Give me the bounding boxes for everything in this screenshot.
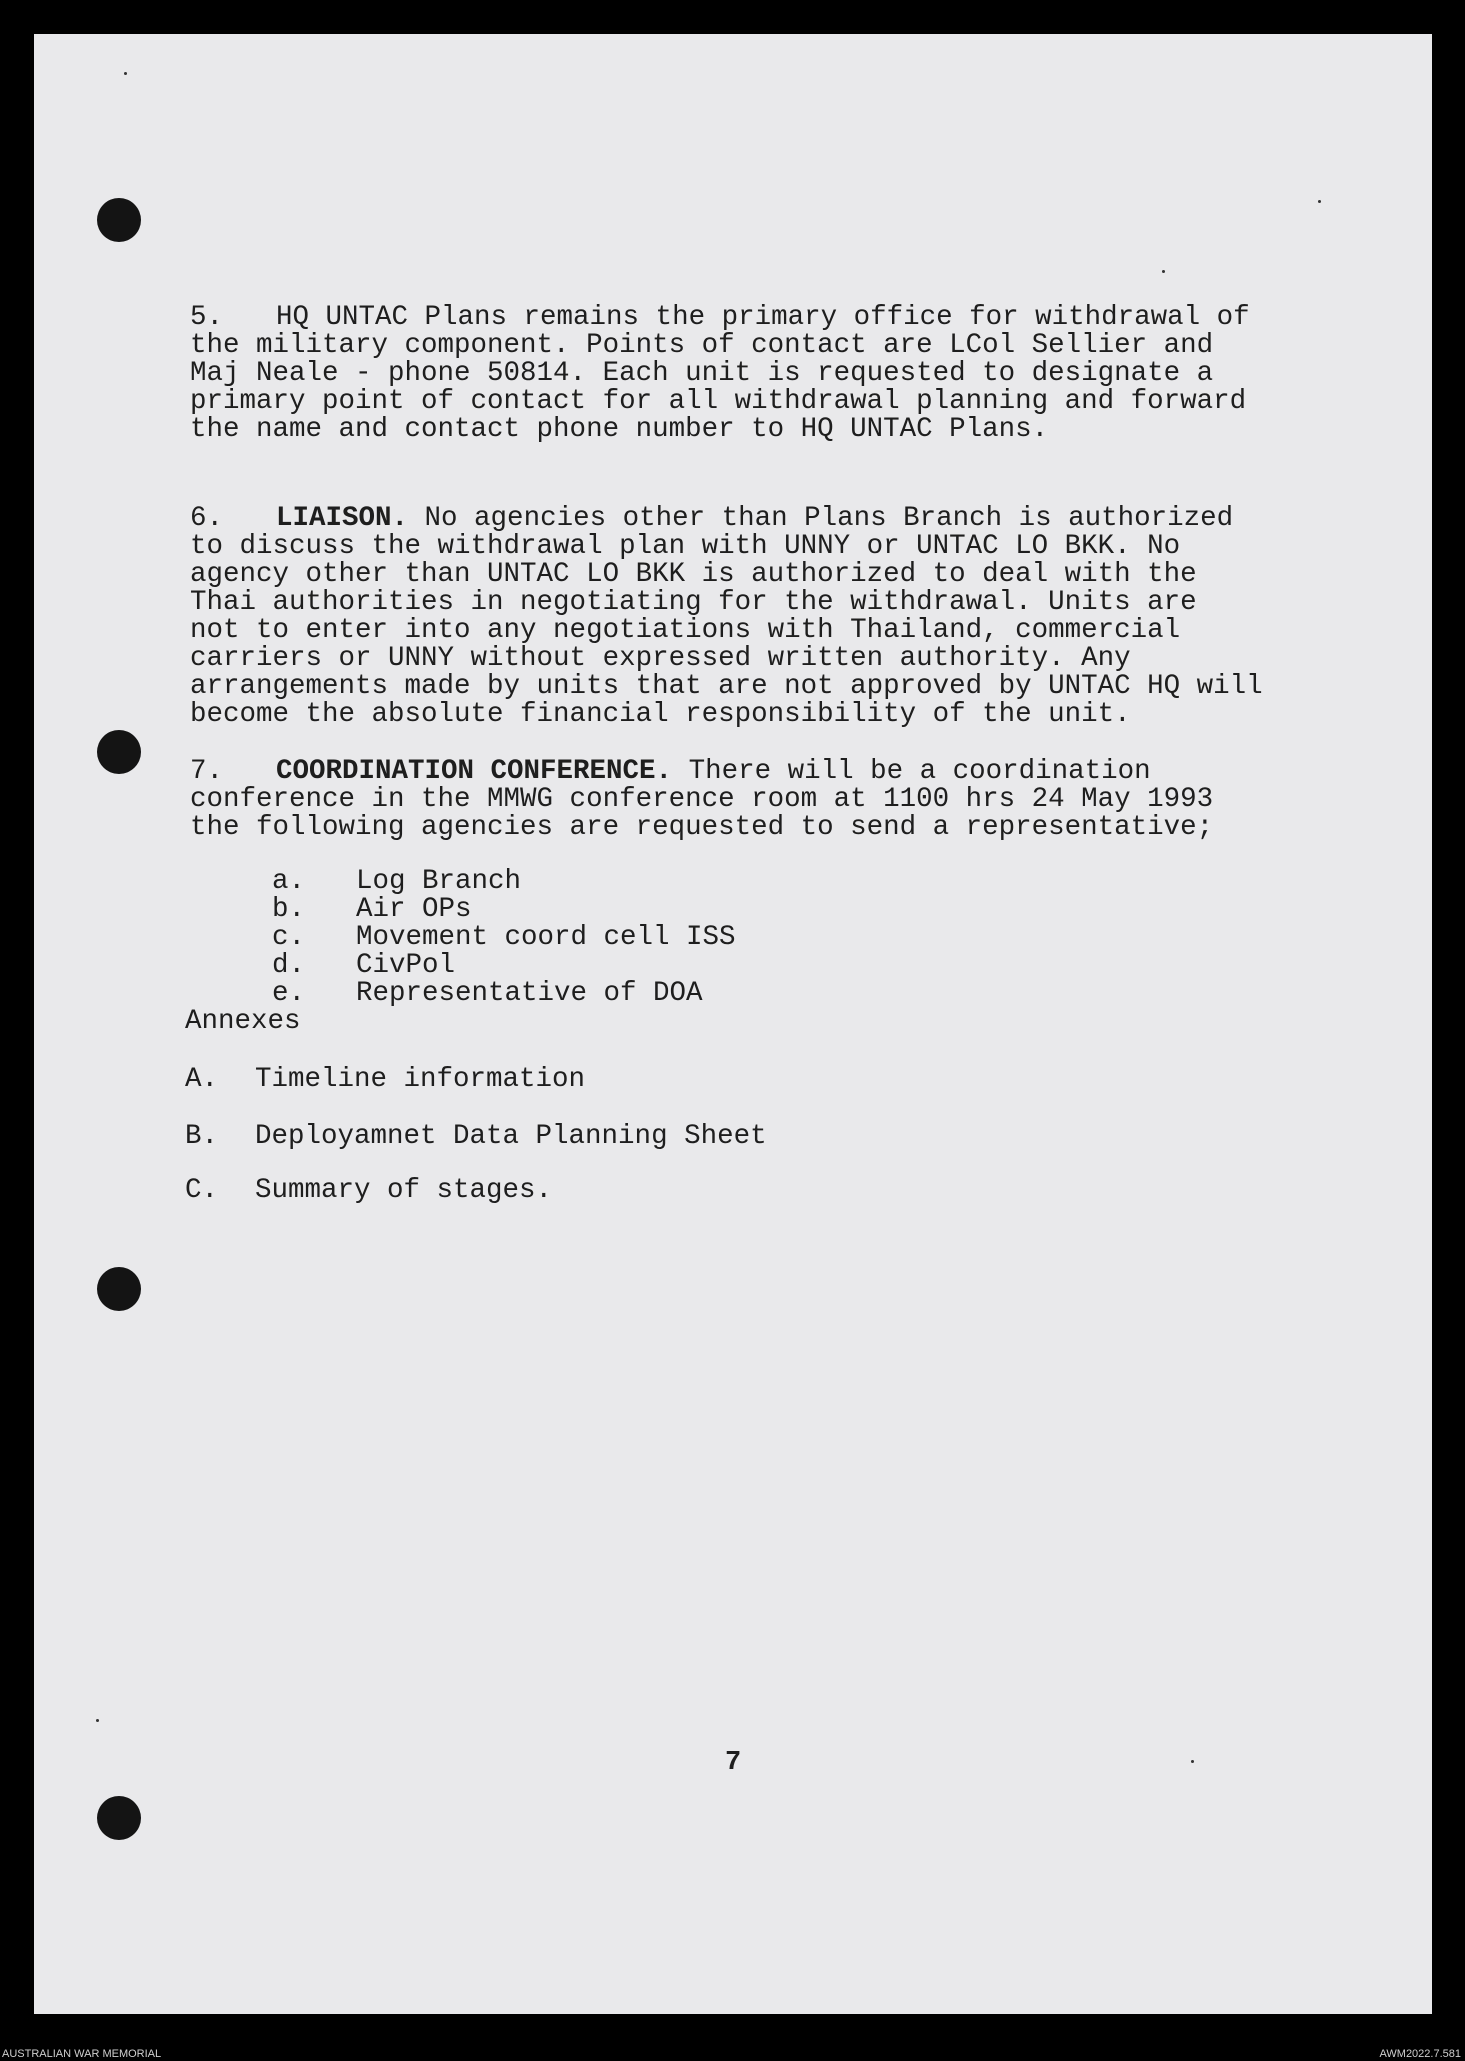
- scan-speck: [1318, 200, 1321, 203]
- page-number: 7: [725, 1748, 742, 1778]
- paragraph-7: [190, 758, 1310, 842]
- scan-speck: [124, 72, 127, 75]
- paragraph-heading: LIAISON.: [276, 503, 409, 534]
- punch-hole: [97, 1796, 141, 1840]
- list-letter: c.: [272, 922, 306, 953]
- annex-letter: C.: [185, 1175, 219, 1206]
- agency-list: [272, 868, 736, 1008]
- annex-label: Summary of stages.: [255, 1175, 553, 1206]
- list-label: CivPol: [356, 950, 456, 981]
- list-label: Representative of DOA: [356, 978, 703, 1009]
- paragraph-text: No agencies other than Plans Branch is authorized to discuss the withdrawal plan with UNNY or UNTAC LO BKK. No agency other than UNTAC LO BKK is authorized to deal with the Thai authorities in negotiating for the withdrawal. Units are not to enter into any negotiations with Thailand, commercial carriers or UNNY without expressed written authority. Any arrangements made by units that are not approved by UNTAC HQ will become the absolute financial responsibility of the unit.: [190, 503, 1263, 730]
- annex-item: [185, 1121, 767, 1152]
- punch-hole: [97, 198, 141, 242]
- punch-hole: [97, 730, 141, 774]
- annex-label: Deployamnet Data Planning Sheet: [255, 1121, 767, 1152]
- paragraph-6: [190, 505, 1310, 729]
- scan-speck: [1191, 1760, 1194, 1763]
- annex-letter: B.: [185, 1121, 219, 1152]
- list-label: Air OPs: [356, 894, 472, 925]
- paragraph-heading: COORDINATION CONFERENCE.: [276, 756, 673, 787]
- list-letter: b.: [272, 894, 306, 925]
- list-letter: d.: [272, 950, 306, 981]
- annex-letter: A.: [185, 1064, 219, 1095]
- scan-speck: [1162, 270, 1165, 273]
- list-item: [272, 896, 736, 924]
- list-label: Log Branch: [356, 866, 522, 897]
- paragraph-text: HQ UNTAC Plans remains the primary office for withdrawal of the military component. Points of contact are LCol Sellier and Maj Neale - phone 50814. Each unit is requested to designate a primary point of contact for all withdrawal planning and forward the name and contact phone number to HQ UNTAC Plans.: [190, 302, 1250, 445]
- list-item: [272, 868, 736, 896]
- annexes-heading: Annexes: [185, 1006, 301, 1037]
- annex-label: Timeline information: [255, 1064, 586, 1095]
- list-item: [272, 980, 736, 1008]
- list-item: [272, 952, 736, 980]
- annex-item: [185, 1064, 585, 1095]
- paragraph-number: 6.: [190, 503, 224, 534]
- scan-speck: [96, 1719, 99, 1722]
- punch-hole: [97, 1267, 141, 1311]
- footer-right: AWM2022.7.581: [1379, 2048, 1461, 2060]
- paragraph-number: 5.: [190, 302, 224, 333]
- paragraph-number: 7.: [190, 756, 224, 787]
- paragraph-5: [190, 304, 1310, 444]
- list-letter: a.: [272, 866, 306, 897]
- list-item: [272, 924, 736, 952]
- footer-left: AUSTRALIAN WAR MEMORIAL: [2, 2048, 162, 2060]
- paragraph-text: There will be a coordination conference in the MMWG conference room at 1100 hrs 24 May 1993 the following agencies are requested to send a representative;: [190, 756, 1214, 843]
- list-label: Movement coord cell ISS: [356, 922, 736, 953]
- list-letter: e.: [272, 978, 306, 1009]
- annex-item: [185, 1175, 552, 1206]
